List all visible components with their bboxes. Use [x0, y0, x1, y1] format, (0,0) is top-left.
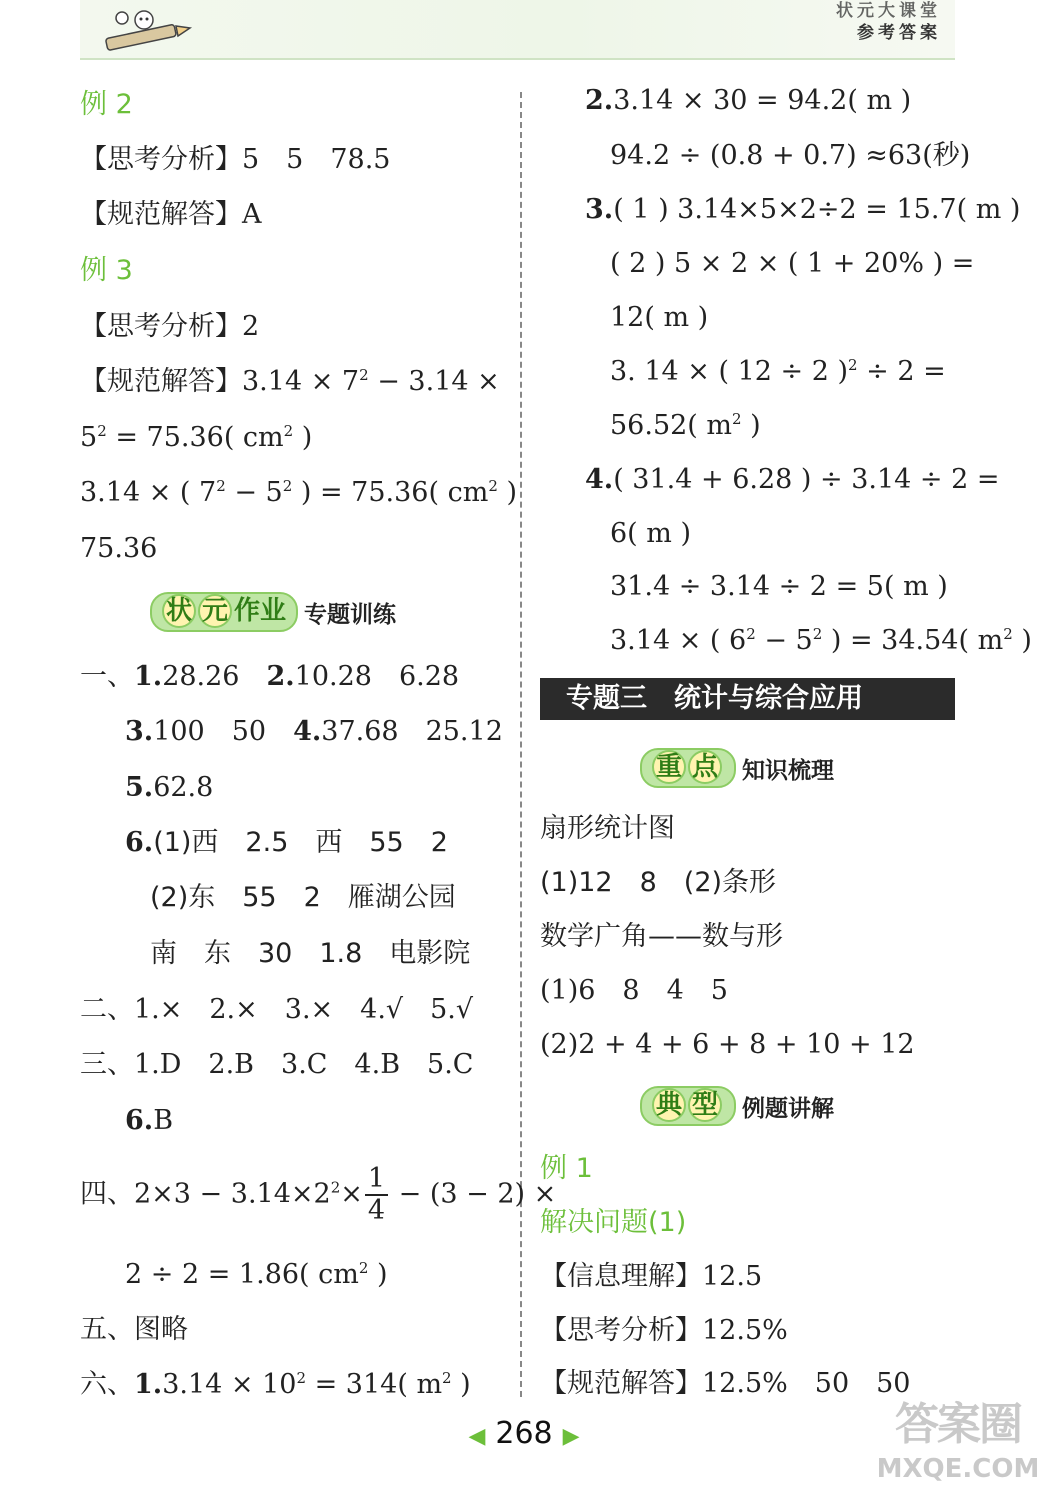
ex3-answer-line-2: $5^2 = 75.36$( $cm^2$ ) [80, 422, 313, 453]
example-1-subheading: 解决问题(1) [540, 1207, 687, 1238]
knowledge-heading-2: 数学广角——数与形 [540, 921, 783, 952]
item-4-line-4: 3.14 × ( $6^2 - 5^2$ ) = 34.54( $m^2$ ) [610, 625, 1032, 656]
ex3-analysis: 【思考分析】2 [80, 311, 260, 342]
knowledge-heading-1: 扇形统计图 [540, 813, 675, 844]
info-understanding: 【信息理解】12.5 [540, 1261, 763, 1292]
triangle-right-icon: ▶ [562, 1424, 580, 1449]
banner-badge: 状 元 作业 [150, 592, 298, 632]
ex3-answer-line-4: 75.36 [80, 533, 158, 564]
example-1-heading: 例 1 [540, 1153, 593, 1184]
section-6-line-1: 六、$1.3.14 \times 10^2 = 314$( $m^2$ ) [80, 1369, 471, 1400]
example-3-heading: 例 3 [80, 255, 133, 286]
item-4-line-2: 6( m ) [610, 518, 692, 549]
banner-title: 知识梳理 [742, 757, 834, 784]
triangle-left-icon: ◀ [468, 1424, 486, 1449]
watermark-line-1: 答案圈 [895, 1399, 1021, 1450]
section-4-line-1: 四、$2\times 3 - 3.14\times 2^2\times$ $\frac{1}{4}$ − (3 − 2) × [80, 1163, 557, 1226]
brand-title [836, 0, 941, 44]
section-1-line-4: 6.(1)西 2.5 西 55 2 [125, 827, 448, 858]
brand-line-2: 参考答案 [857, 23, 941, 43]
watermark-logo [868, 1396, 1048, 1496]
item-3-line-4: 3. 14 × ( 12 ÷ 2 )$^2$ ÷ 2 = [610, 356, 946, 387]
item-2-line-2: 94.2 ÷ (0.8 + 0.7) ≈63(秒) [610, 140, 971, 171]
watermark-line-2: MXQE.COM [876, 1454, 1040, 1484]
knowledge-value-1: (1)12 8 (2)条形 [540, 867, 777, 898]
page-header [80, 0, 955, 60]
item-3-line-3: 12( m ) [610, 302, 709, 333]
section-3: 三、1.D 2.B 3.C 4.B 5.C [80, 1049, 474, 1080]
knowledge-value-2: (1)6 8 4 5 [540, 975, 728, 1006]
homework-banner [150, 592, 396, 634]
thinking-analysis: 【思考分析】12.5% [540, 1315, 788, 1346]
item-3-line-2: ( 2 ) 5 × 2 × ( 1 + 20% ) = [610, 248, 975, 279]
banner-title: 专题训练 [304, 601, 397, 628]
brand-line-1: 状元大课堂 [836, 1, 941, 21]
item-2-line-1: 2.3.14 × 30 = 94.2( m ) [585, 85, 912, 116]
ex3-answer-line-1: 【规范解答】$3.14 \times 7^2 - 3.14$ × [80, 366, 500, 397]
topic-heading: 专题三 统计与综合应用 [540, 678, 955, 720]
ex2-analysis: 【思考分析】5 5 78.5 [80, 144, 391, 175]
key-points-banner [640, 748, 834, 790]
section-1-line-1: 一、1.28.26 2.10.28 6.28 [80, 661, 460, 692]
knowledge-value-3: (2)2 + 4 + 6 + 8 + 10 + 12 [540, 1029, 915, 1060]
section-3-line-2: 6.B [125, 1105, 174, 1136]
banner-badge: 重 点 [640, 748, 736, 788]
item-4-line-3: 31.4 ÷ 3.14 ÷ 2 = 5( m ) [610, 571, 948, 602]
fraction: $\frac{1}{4}$ [365, 1164, 388, 1226]
item-3-line-5: 56.52( $m^2$ ) [610, 410, 761, 441]
pencil-cartoon-icon [98, 6, 194, 54]
section-1-line-6: 南 东 30 1.8 电影院 [150, 938, 471, 969]
typical-examples-banner [640, 1086, 834, 1128]
ex2-answer: 【规范解答】A [80, 199, 262, 230]
banner-title: 例题讲解 [742, 1095, 834, 1122]
section-5: 五、图略 [80, 1314, 188, 1345]
standard-answer: 【规范解答】12.5% 50 50 [540, 1368, 911, 1399]
section-2: 二、1.× 2.× 3.× 4.√ 5.√ [80, 994, 474, 1025]
item-3-line-1: 3.( 1 ) 3.14×5×2÷2 = 15.7( m ) [585, 194, 1021, 225]
page-number: 268 [495, 1416, 553, 1451]
item-4-line-1: 4.( 31.4 + 6.28 ) ÷ 3.14 ÷ 2 = [585, 464, 1000, 495]
example-2-heading: 例 2 [80, 89, 133, 120]
ex3-answer-line-3: 3.14 × ( $7^2 - 5^2$ ) = 75.36( $cm^2$ ) [80, 477, 517, 508]
section-1-line-3: 5.62.8 [125, 772, 214, 803]
section-1-line-5: (2)东 55 2 雁湖公园 [150, 882, 456, 913]
section-4-line-2: 2 ÷ 2 = 1.86( $cm^2$ ) [125, 1259, 388, 1290]
banner-badge: 典 型 [640, 1086, 736, 1126]
section-1-line-2: 3.100 50 4.37.68 25.12 [125, 716, 503, 747]
